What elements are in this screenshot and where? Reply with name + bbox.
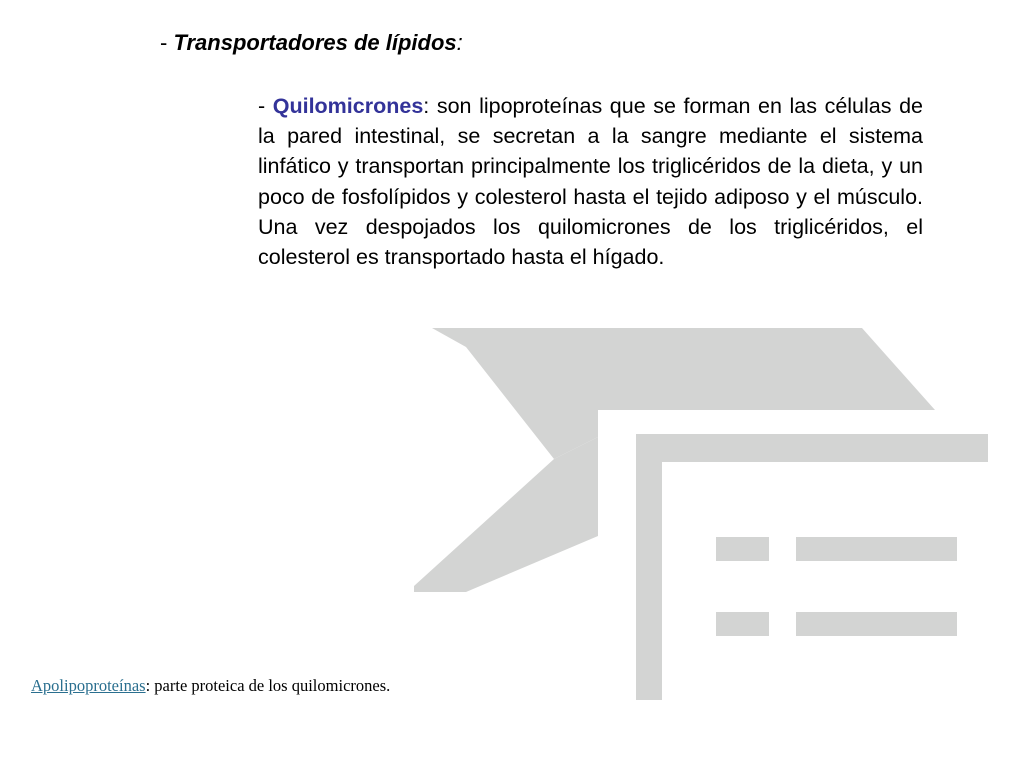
slide-heading	[160, 30, 463, 56]
heading-title: Transportadores de lípidos	[173, 30, 457, 55]
paragraph-text: : son lipoproteínas que se forman en las células de la pared intestinal, se secretan a la sangre mediante el sistema linfático y transportan principalmente los triglicéridos de la dieta, y un poco de fosfolípidos y colesterol hasta el tejido adiposo y el músculo. Una vez despojados los quilomicrones de los triglicéridos, el colesterol es transportado hasta el hígado.	[258, 94, 923, 270]
paragraph-term: Quilomicrones	[272, 94, 424, 118]
heading-dash: -	[160, 30, 174, 55]
logo-bar-1b	[796, 537, 957, 561]
footnote-text: : parte proteica de los quilomicrones.	[145, 676, 391, 695]
logo-chevron-shape	[414, 437, 598, 592]
logo-bar-2a	[716, 612, 769, 636]
logo-bar-1a	[716, 537, 769, 561]
apolipoproteinas-link[interactable]: Apolipoproteínas	[31, 676, 146, 695]
logo-bar-2b	[796, 612, 957, 636]
quilomicrones-paragraph	[258, 91, 923, 272]
logo-frame-shape	[636, 434, 988, 700]
paragraph-dash: -	[258, 94, 273, 118]
footnote	[31, 676, 390, 696]
heading-colon: :	[456, 30, 463, 55]
